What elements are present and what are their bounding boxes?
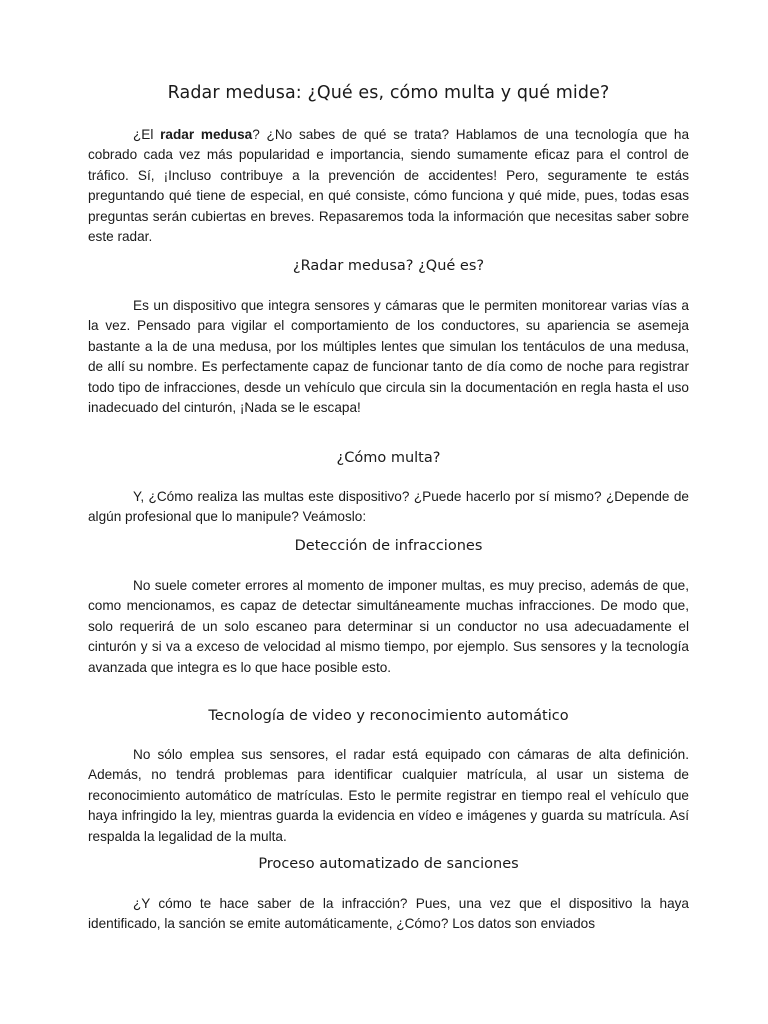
section-heading-que-es: ¿Radar medusa? ¿Qué es? [292,258,485,274]
intro-text-rest: ? ¿No sabes de qué se trata? Hablamos de una tecnología que ha cobrado cada vez más popularidad e importancia, siendo sumamente eficaz para el control de tráfico. Sí, ¡Incluso contribuye a la prevención de accidentes! Pero, seguramente te estás preguntando qué tiene de especial, en qué consiste, cómo funciona y qué mide, pues, todas esas preguntas serán cubiertas en breves. Repasaremos toda la información que necesitas saber sobre este radar. [88,127,690,245]
section-heading-tecnologia-video: Tecnología de video y reconocimiento automático [208,708,569,724]
section-paragraph-proceso-sanciones: ¿Y cómo te hace saber de la infracción? Pues, una vez que el dispositivo la haya identificado, la sanción se emite automáticamente, ¿Cómo? Los datos son enviados [88,896,689,932]
intro-paragraph [88,125,689,247]
document-title: Radar medusa: ¿Qué es, cómo multa y qué mide? [167,83,610,103]
intro-bold-term: radar medusa [160,127,253,142]
section-heading-deteccion: Detección de infracciones [294,538,483,554]
section-paragraph-como-multa: Y, ¿Cómo realiza las multas este dispositivo? ¿Puede hacerlo por sí mismo? ¿Depende de algún profesional que lo manipule? Veámoslo: [88,489,689,525]
section-heading-proceso-sanciones: Proceso automatizado de sanciones [258,856,519,872]
section-paragraph-que-es: Es un dispositivo que integra sensores y cámaras que le permiten monitorear varias vías a la vez. Pensado para vigilar el comportamiento de los conductores, su apariencia se asemeja bastante a la de una medusa, por los múltiples lentes que simulan los tentáculos de una medusa, de allí su nombre. Es perfectamente capaz de funcionar tanto de día como de noche para registrar todo tipo de infracciones, desde un vehículo que circula sin la documentación en regla hasta el uso inadecuado del cinturón, ¡Nada se le escapa! [88,298,689,416]
intro-text-start: ¿El [133,127,161,142]
section-heading-como-multa: ¿Cómo multa? [336,450,441,466]
section-paragraph-tecnologia-video: No sólo emplea sus sensores, el radar está equipado con cámaras de alta definición. Además, no tendrá problemas para identificar cualquier matrícula, al usar un sistema de reconocimiento automático de matrículas. Esto le permite registrar en tiempo real el vehículo que haya infringido la ley, mientras guarda la evidencia en vídeo e imágenes y guarda su matrícula. Así respalda la legalidad de la multa. [88,747,689,844]
section-paragraph-deteccion: No suele cometer errores al momento de imponer multas, es muy preciso, además de que, como mencionamos, es capaz de detectar simultáneamente muchas infracciones. De modo que, solo requerirá de un solo escaneo para determinar si un conductor no usa adecuadamente el cinturón y si va a exceso de velocidad al mismo tiempo, por ejemplo. Sus sensores y la tecnología avanzada que integra es lo que hace posible esto. [88,578,689,675]
